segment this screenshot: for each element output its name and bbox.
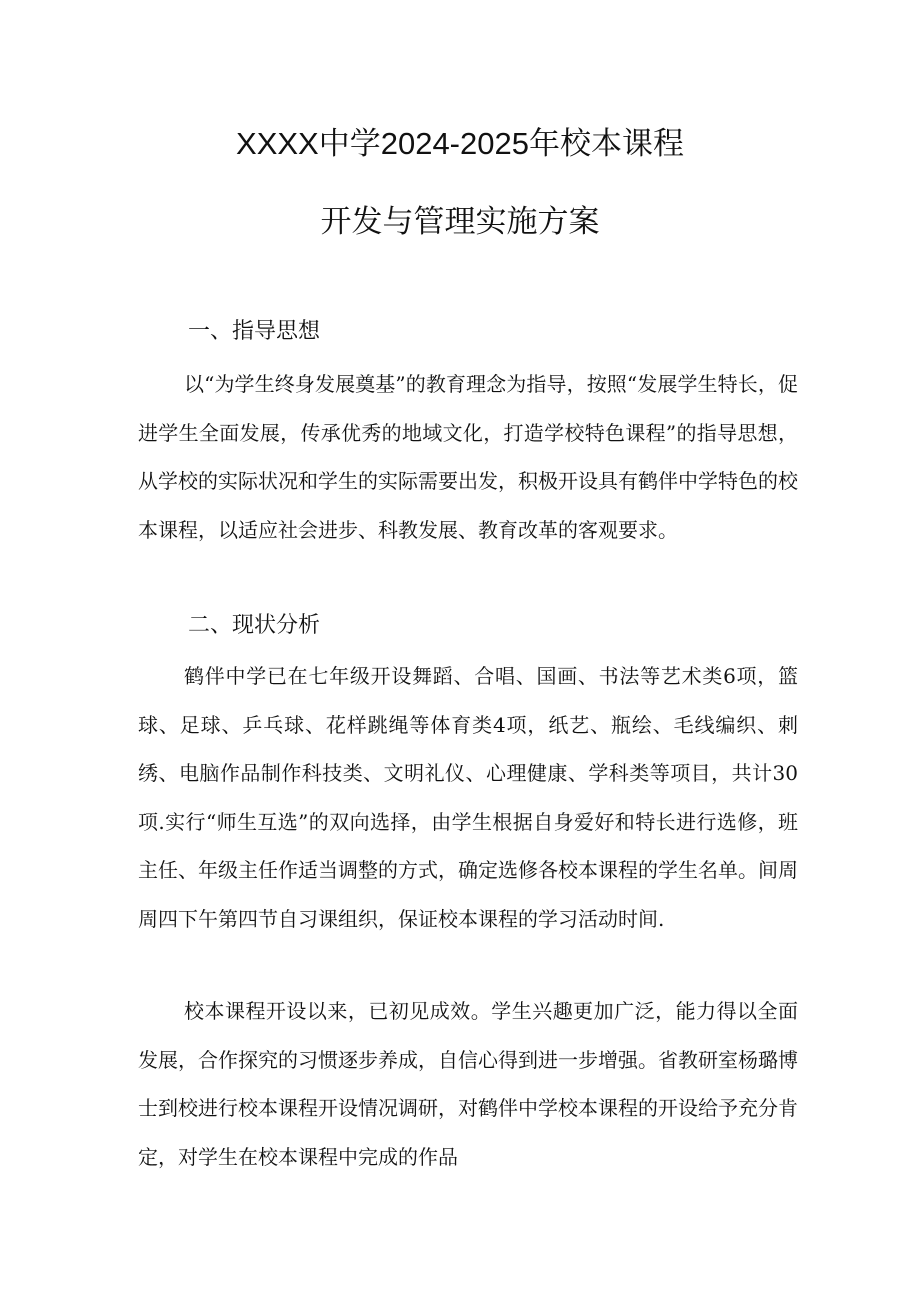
section-heading-current-analysis: 二、现状分析 xyxy=(188,612,321,637)
paragraph-current-analysis-1: 鹤伴中学已在七年级开设舞蹈、合唱、国画、书法等艺术类6项，篮球、足球、乒乓球、花样跳绳等体育类4项，纸艺、瓶绘、毛线编织、刺绣、电脑作品制作科技类、文明礼仪、心理健康、学科类等项目，共计30项.实行“师生互选”的双向选择，由学生根据自身爱好和特长进行选修，班主任、年级主任作适当调整的方式，确定选修各校本课程的学生名单。间周周四下午第四节自习课组织，保证校本课程的学习活动时间. xyxy=(138,664,798,931)
paragraph-current-analysis-2: 校本课程开设以来，已初见成效。学生兴趣更加广泛，能力得以全面发展，合作探究的习惯逐步养成，自信心得到进一步增强。省教研室杨璐博士到校进行校本课程开设情况调研，对鹤伴中学校本课程的开设给予充分肯定，对学生在校本课程中完成的作品 xyxy=(138,999,798,1169)
document-title-line-1: XXXX中学2024-2025年校本课程 xyxy=(236,126,684,161)
paragraph-guiding-ideology: 以“为学生终身发展奠基”的教育理念为指导，按照“发展学生特长，促进学生全面发展，传承优秀的地域文化，打造学校特色课程”的指导思想，从学校的实际状况和学生的实际需要出发，积极开设具有鹤伴中学特色的校本课程，以适应社会进步、科教发展、教育改革的客观要求。 xyxy=(138,372,798,542)
document-title-line-2: 开发与管理实施方案 xyxy=(320,204,600,239)
section-heading-guiding-ideology: 一、指导思想 xyxy=(188,318,321,343)
